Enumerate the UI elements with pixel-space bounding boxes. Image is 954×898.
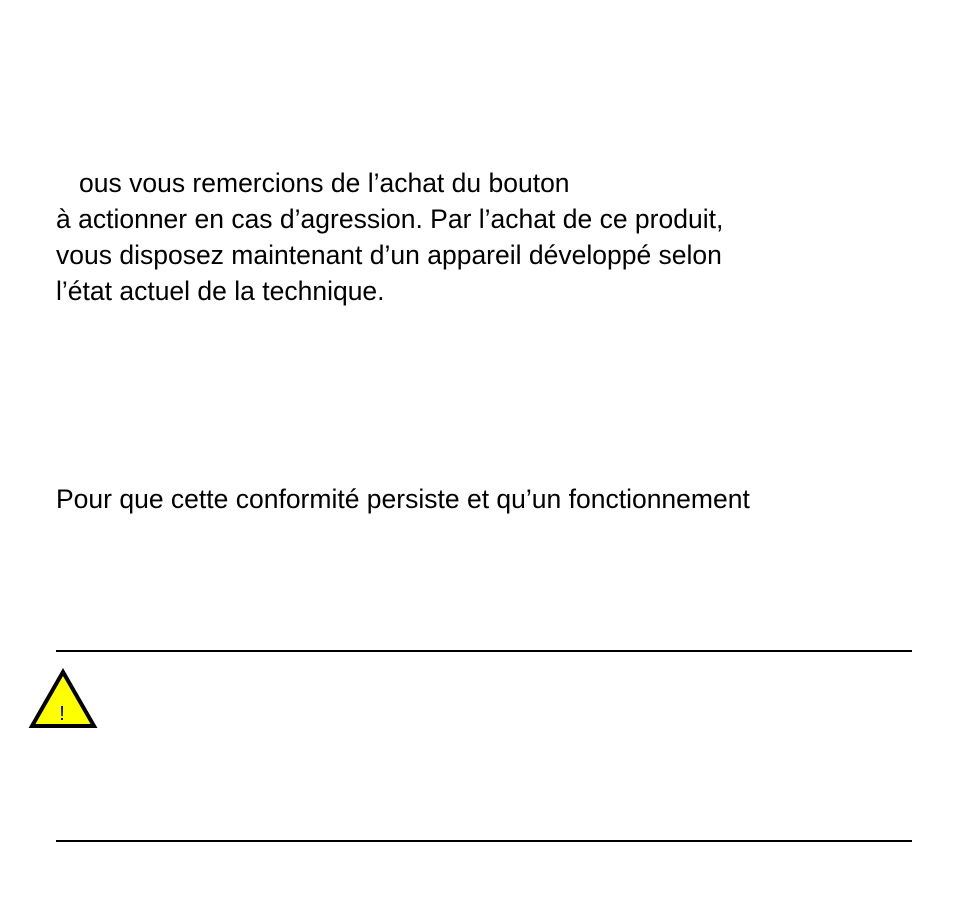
intro-line-2: à actionner en cas d’agression. Par l’achat de ce produit, [56, 204, 724, 234]
conformity-paragraph: Pour que cette conformité persiste et qu’un fonctionnement [56, 484, 750, 514]
warning-triangle-icon [28, 668, 98, 730]
warning-bottom-rule [56, 840, 912, 842]
intro-line-3: vous disposez maintenant d’un appareil développé selon [56, 240, 722, 270]
intro-paragraph [56, 165, 723, 309]
intro-line-4: l’état actuel de la technique. [56, 276, 385, 306]
warning-top-rule [56, 650, 912, 652]
intro-line-1: ous vous remercions de l’achat du bouton [79, 168, 570, 198]
warning-exclamation: ! [59, 703, 65, 725]
